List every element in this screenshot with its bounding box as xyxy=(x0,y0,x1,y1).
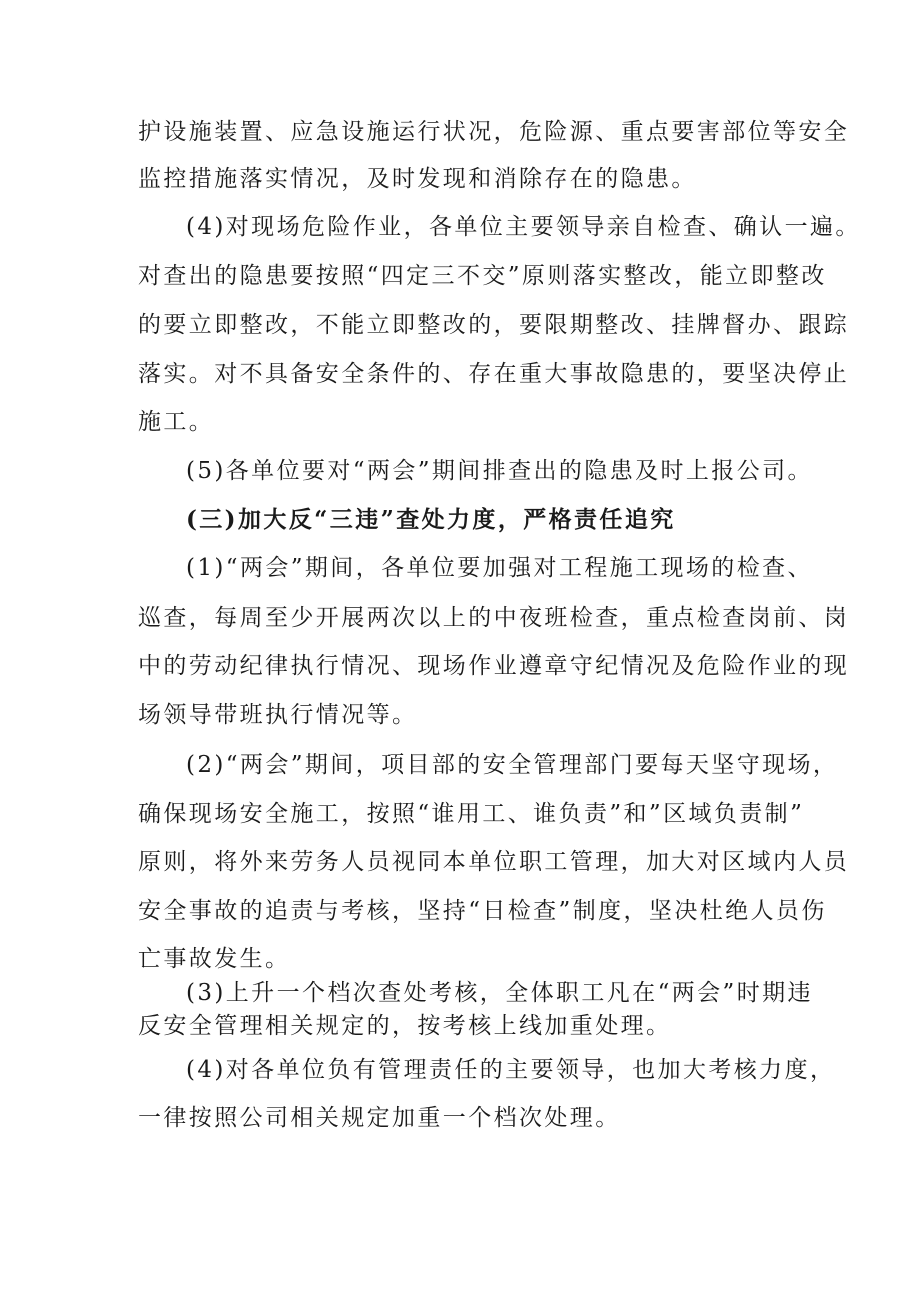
text-line: (3)上升一个档次查处考核，全体职工凡在“两会”时期违 xyxy=(186,980,813,1006)
text-line: 场领导带班执行情况等。 xyxy=(138,702,418,728)
text-line: (4)对现场危险作业，各单位主要领导亲自检查、确认一遍。 xyxy=(186,214,861,240)
text-line: 一律按照公司相关规定加重一个档次处理。 xyxy=(138,1105,621,1131)
text-line: 反安全管理相关规定的，按考核上线加重处理。 xyxy=(138,1013,672,1039)
text-line: (5)各单位要对“两会”期间排查出的隐患及时上报公司。 xyxy=(186,458,813,484)
text-line: 监控措施落实情况，及时发现和消除存在的隐患。 xyxy=(138,166,697,192)
text-line: 落实。对不具备安全条件的、存在重大事故隐患的，要坚决停止 xyxy=(138,361,850,387)
text-line: 的要立即整改，不能立即整改的，要限期整改、挂牌督办、跟踪 xyxy=(138,312,850,338)
text-line: 巡查，每周至少开展两次以上的中夜班检查，重点检查岗前、岗 xyxy=(138,605,850,631)
section-heading: (三)加大反“三违”查处力度，严格责任追究 xyxy=(186,506,676,533)
text-line: 确保现场安全施工，按照“谁用工、谁负责”和”区域负责制” xyxy=(138,801,805,827)
text-line: 护设施装置、应急设施运行状况，危险源、重点要害部位等安全 xyxy=(138,119,850,145)
text-line: (2)“两会”期间，项目部的安全管理部门要每天坚守现场， xyxy=(186,752,839,778)
text-line: (1)“两会”期间，各单位要加强对工程施工现场的检查、 xyxy=(186,555,813,581)
text-line: 对查出的隐患要按照“四定三不交”原则落实整改，能立即整改 xyxy=(138,263,827,289)
text-line: 亡事故发生。 xyxy=(138,946,291,972)
text-line: 施工。 xyxy=(138,409,215,435)
text-line: 中的劳动纪律执行情况、现场作业遵章守纪情况及危险作业的现 xyxy=(138,653,850,679)
text-line: (4)对各单位负有管理责任的主要领导，也加大考核力度， xyxy=(186,1057,836,1083)
text-line: 安全事故的追责与考核，坚持“日检查”制度，坚决杜绝人员伤 xyxy=(138,898,827,924)
text-line: 原则，将外来劳务人员视同本单位职工管理，加大对区域内人员 xyxy=(138,849,850,875)
